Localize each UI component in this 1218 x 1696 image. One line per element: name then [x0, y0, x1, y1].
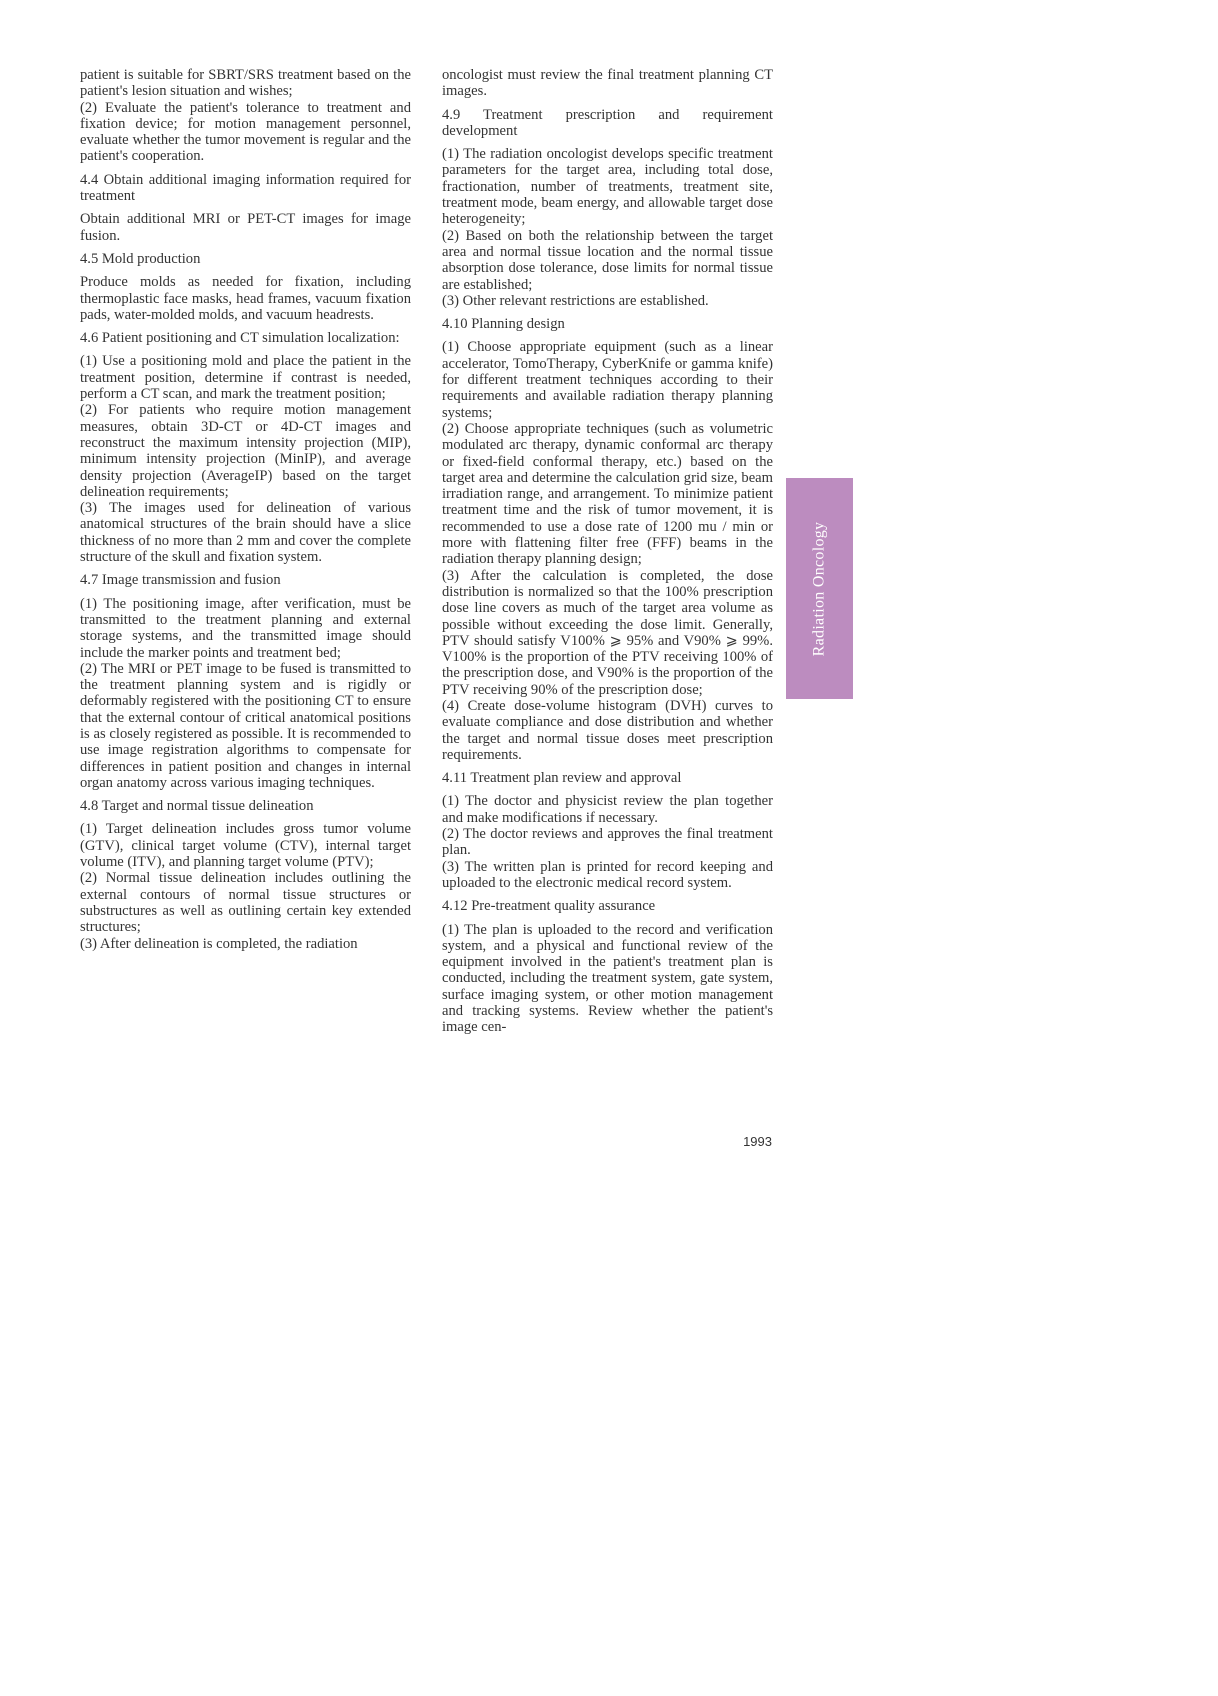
section-heading: 4.12 Pre-treatment quality assurance: [442, 898, 656, 915]
section-heading: 4.4 Obtain additional imaging information required for treatment: [80, 171, 411, 205]
paragraph: (2) The doctor reviews and approves the final treatment plan.: [442, 826, 773, 859]
section-heading: 4.8 Target and normal tissue delineation: [80, 798, 314, 815]
paragraph: (2) Based on both the relationship between the target area and normal tissue location and the normal tissue absorption dose tolerance, dose limits for normal tissue are established;: [442, 227, 773, 293]
section-heading: 4.11 Treatment plan review and approval: [442, 770, 682, 787]
paragraph: (1) The plan is uploaded to the record and verification system, and a physical and functional review of the equipment involved in the patient's treatment plan is conducted, including the treatment system, gate system, surface imaging system, or other motion management and tracking systems. Review whether the patient's image cen-: [442, 921, 773, 1036]
paragraph: (2) The MRI or PET image to be fused is transmitted to the treatment planning system and is rigidly or deformably registered with the positioning CT to ensure that the external contour of critical anatomical positions is as closely registered as possible. It is recommended to use image registration algorithms to compensate for differences in patient position and changes in internal organ anatomy across various imaging techniques.: [80, 660, 411, 791]
section-side-tab-label: Radiation Oncology: [810, 521, 828, 656]
section-heading: 4.7 Image transmission and fusion: [80, 572, 281, 589]
paragraph: (2) Normal tissue delineation includes outlining the external contours of normal tissue structures or substructures as well as outlining certain key extended structures;: [80, 870, 411, 936]
paragraph: Obtain additional MRI or PET-CT images for image fusion.: [80, 211, 411, 244]
section-side-tab: [786, 478, 853, 699]
paragraph: (1) Use a positioning mold and place the patient in the treatment position, determine if contrast is needed, perform a CT scan, and mark the treatment position;: [80, 353, 411, 403]
paragraph: (2) For patients who require motion management measures, obtain 3D-CT or 4D-CT images and reconstruct the maximum intensity projection (MIP), minimum intensity projection (MinIP), and average density projection (AverageIP) based on the target delineation requirements;: [80, 402, 411, 500]
paragraph: (1) Target delineation includes gross tumor volume (GTV), clinical target volume (CTV), internal target volume (ITV), and planning target volume (PTV);: [80, 821, 411, 871]
paragraph: (2) Choose appropriate techniques (such as volumetric modulated arc therapy, dynamic conformal arc therapy or fixed-field conformal therapy, etc.) based on the target area and determine the calculation grid size, beam irradiation range, and arrangement. To minimize patient treatment time and the risk of tumor movement, it is recommended to use a dose rate of 1200 mu / min or more with flattening filter free (FFF) beams in the radiation therapy planning design;: [442, 420, 773, 568]
section-heading: 4.9 Treatment prescription and requirement development: [442, 106, 773, 139]
section-heading: 4.6 Patient positioning and CT simulation localization:: [80, 330, 400, 347]
paragraph: Produce molds as needed for fixation, including thermoplastic face masks, head frames, vacuum fixation pads, water-molded molds, and vacuum headrests.: [80, 274, 411, 323]
paragraph: (3) After delineation is completed, the radiation: [80, 935, 358, 952]
paragraph: (3) The written plan is printed for record keeping and uploaded to the electronic medical record system.: [442, 858, 773, 891]
page-number: 1993: [743, 1134, 772, 1149]
paragraph: (1) The doctor and physicist review the plan together and make modifications if necessary.: [442, 793, 773, 826]
right-text-column: [442, 67, 773, 1036]
paragraph: patient is suitable for SBRT/SRS treatment based on the patient's lesion situation and wishes;: [80, 67, 411, 100]
section-heading: 4.10 Planning design: [442, 316, 565, 333]
paragraph: (1) The positioning image, after verification, must be transmitted to the treatment planning and external storage systems, and the transmitted image should include the marker points and treatment bed;: [80, 595, 411, 661]
paragraph: (1) The radiation oncologist develops specific treatment parameters for the target area, including total dose, fractionation, number of treatments, treatment site, treatment mode, beam energy, and allowable target dose heterogeneity;: [442, 146, 773, 228]
paragraph: (3) Other relevant restrictions are established.: [442, 292, 709, 309]
paragraph: (2) Evaluate the patient's tolerance to treatment and fixation device; for motion management personnel, evaluate whether the tumor movement is regular and the patient's cooperation.: [80, 99, 411, 165]
paragraph: (3) After the calculation is completed, the dose distribution is normalized so that the 100% prescription dose line covers as much of the target area volume as possible without exceeding the dose limit. Generally, PTV should satisfy V100% ⩾ 95% and V90% ⩾ 99%. V100% is the proportion of the PTV receiving 100% of the prescription dose, and V90% is the proportion of the PTV receiving 90% of the prescription dose;: [442, 567, 773, 698]
paragraph: (3) The images used for delineation of various anatomical structures of the brain should have a slice thickness of no more than 2 mm and cover the complete structure of the skull and fixation system.: [80, 500, 411, 566]
section-heading: 4.5 Mold production: [80, 250, 201, 267]
paragraph: (4) Create dose-volume histogram (DVH) curves to evaluate compliance and dose distribution and whether the target and normal tissue doses meet prescription requirements.: [442, 697, 773, 763]
paragraph: oncologist must review the final treatment planning CT images.: [442, 67, 773, 100]
paragraph: (1) Choose appropriate equipment (such as a linear accelerator, TomoTherapy, CyberKnife or gamma knife) for different treatment techniques according to their requirements and available radiation therapy planning systems;: [442, 339, 773, 421]
left-text-column: [80, 67, 411, 952]
